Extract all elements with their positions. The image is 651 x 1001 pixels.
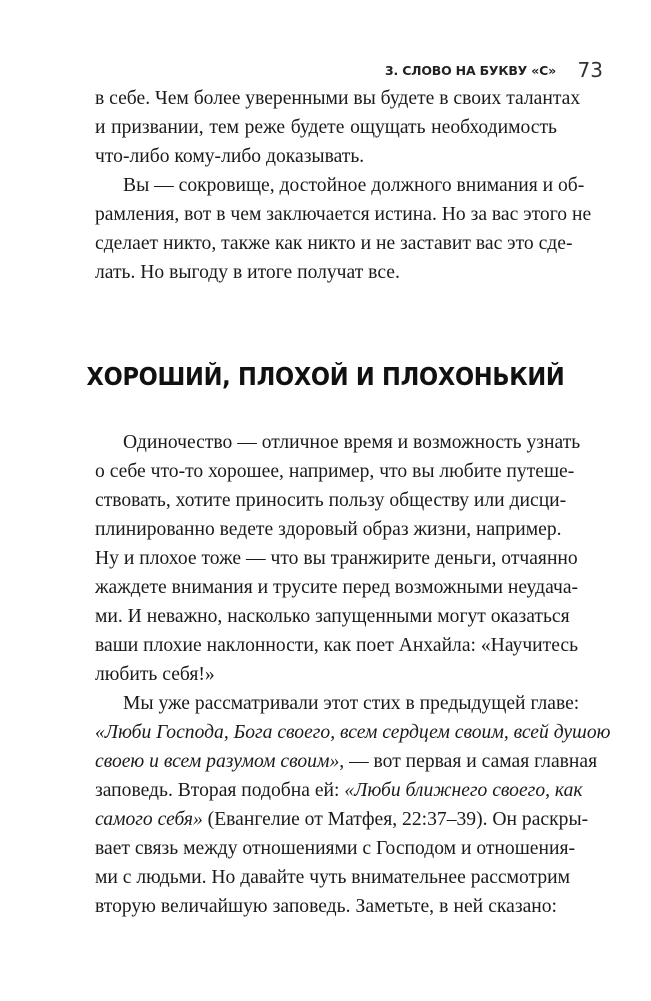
text-line <box>95 660 557 689</box>
text-segment: любить себя!» <box>95 664 215 685</box>
text-segment: Вы — сокровище, достойное должного внимания и об- <box>123 175 585 196</box>
text-line <box>95 747 598 776</box>
text-segment: жаждете внимания и трусите перед возможными неудача- <box>95 577 579 598</box>
text-segment: ствовать, хотите приносить пользу обществу или дисци- <box>95 490 567 511</box>
text-line <box>95 486 567 515</box>
italic-quote: самого себя» <box>95 809 203 830</box>
text-line <box>95 718 611 747</box>
text-segment: , — вот первая и самая главная <box>339 751 598 772</box>
text-segment: в себе. Чем более уверенными вы будете в своих талантах <box>95 88 581 109</box>
text-line <box>95 863 571 892</box>
text-line <box>95 428 581 457</box>
text-segment: заповедь. Вторая подобна ей: <box>95 780 345 801</box>
italic-quote: «Люби ближнего своего, как <box>344 780 583 801</box>
text-line <box>95 113 557 142</box>
section-heading: ХОРОШИЙ, ПЛОХОЙ И ПЛОХОНЬКИЙ <box>86 362 565 391</box>
body-text-section-2 <box>95 428 611 921</box>
text-line <box>95 142 557 171</box>
text-line <box>95 689 580 718</box>
text-line <box>95 200 592 229</box>
text-segment: рамления, вот в чем заключается истина. Но за вас этого не <box>95 204 592 225</box>
text-segment: что-либо кому-либо доказывать. <box>95 146 365 167</box>
text-line <box>95 229 573 258</box>
text-line <box>95 834 576 863</box>
text-line <box>95 171 585 200</box>
text-line <box>95 631 579 660</box>
text-line <box>95 544 578 573</box>
italic-quote: своею и всем разумом своим» <box>95 751 340 772</box>
text-line <box>95 84 581 113</box>
text-segment: ми с людьми. Но давайте чуть внимательнее рассмотрим <box>95 867 571 888</box>
text-segment: вает связь между отношениями с Господом и отношения- <box>95 838 576 859</box>
text-segment: о себе что-то хорошее, например, что вы любите путеше- <box>95 461 575 482</box>
text-segment: ми. И неважно, насколько запущенными могут оказаться <box>95 606 570 627</box>
page-number: 73 <box>577 58 603 82</box>
text-line <box>95 602 570 631</box>
text-line <box>95 573 579 602</box>
italic-quote: «Люби Господа, Бога своего, всем сердцем своим, всей душою <box>95 722 611 743</box>
text-line <box>95 515 562 544</box>
text-segment: Ну и плохое тоже — что вы транжирите деньги, отчаянно <box>95 548 578 569</box>
chapter-title: 3. СЛОВО НА БУКВУ «С» <box>385 63 556 78</box>
text-segment: (Евангелие от Матфея, 22:37–39). Он раскры- <box>202 809 589 830</box>
text-segment: плинированно ведете здоровый образ жизни, например. <box>95 519 562 540</box>
text-line <box>95 805 589 834</box>
text-line <box>95 457 575 486</box>
text-segment: сделает никто, также как никто и не заставит вас это сде- <box>95 233 573 254</box>
text-line <box>95 776 583 805</box>
text-segment: вторую величайшую заповедь. Заметьте, в ней сказано: <box>95 896 557 917</box>
body-text-section-1 <box>95 84 592 287</box>
text-line <box>95 892 557 921</box>
text-segment: лать. Но выгоду в итоге получат все. <box>95 262 400 283</box>
text-segment: ваши плохие наклонности, как поет Анхайла: «Научитесь <box>95 635 579 656</box>
running-head <box>0 60 651 84</box>
text-line <box>95 258 557 287</box>
text-segment: Мы уже рассматривали этот стих в предыдущей главе: <box>123 693 580 714</box>
text-segment: Одиночество — отличное время и возможность узнать <box>123 432 581 453</box>
text-segment: и призвании, тем реже будете ощущать необходимость <box>95 117 557 138</box>
